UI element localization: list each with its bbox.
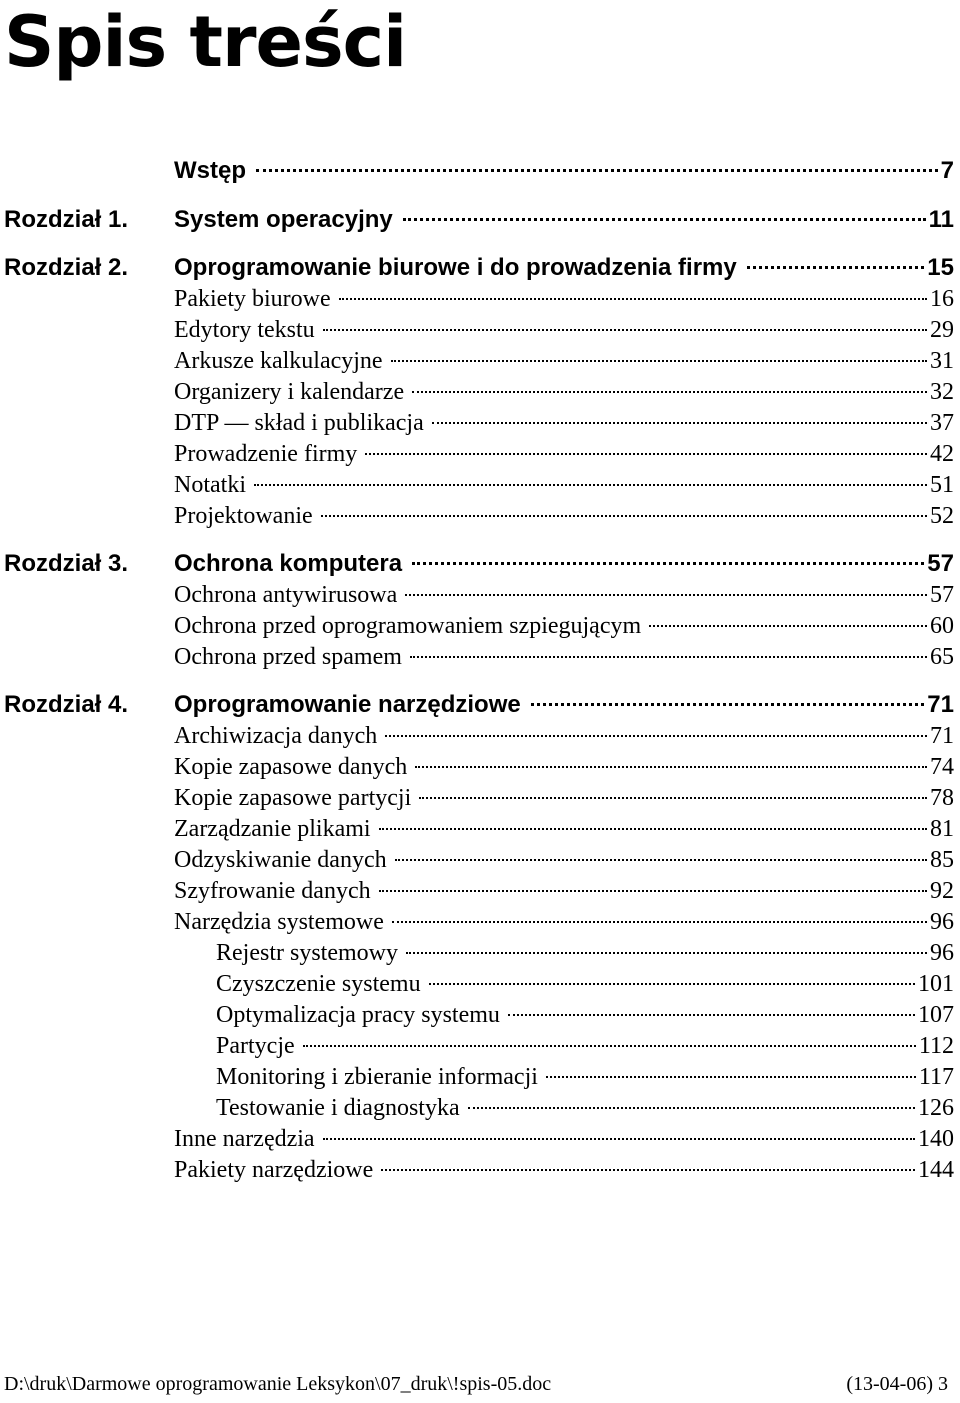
toc-entry-title: DTP — skład i publikacja (174, 410, 424, 436)
dot-leader (254, 484, 927, 486)
toc-page-number: 112 (918, 1033, 954, 1059)
toc-page-number: 31 (930, 348, 954, 374)
toc-page-number: 57 (927, 550, 954, 577)
chapter-label: Rozdział 1. (4, 206, 129, 233)
toc-page-number: 101 (918, 971, 954, 997)
toc-entry[interactable] (174, 548, 954, 580)
toc-entry-title: Czyszczenie systemu (216, 971, 421, 997)
dot-leader (468, 1107, 915, 1109)
toc-entry-title: Ochrona antywirusowa (174, 582, 398, 608)
toc-entry-title: Ochrona przed oprogramowaniem szpiegującym (174, 613, 642, 639)
toc-entry[interactable] (174, 1155, 954, 1186)
toc-page-number: 7 (940, 157, 954, 184)
toc-entry[interactable] (216, 1031, 954, 1062)
chapter-label: Rozdział 2. (4, 254, 129, 281)
toc-entry[interactable] (174, 689, 954, 721)
toc-row (0, 1124, 960, 1155)
toc-row (0, 752, 960, 783)
dot-leader (303, 1045, 916, 1047)
toc-page-number: 126 (918, 1095, 954, 1121)
toc-page-number: 15 (927, 254, 954, 281)
toc-row (0, 907, 960, 938)
toc-entry-title: Ochrona komputera (174, 550, 403, 577)
toc-page-number: 107 (918, 1002, 954, 1028)
dot-leader (405, 594, 927, 596)
toc-page-number: 71 (930, 723, 954, 749)
toc-row (0, 969, 960, 1000)
toc-page-number: 74 (930, 754, 954, 780)
dot-leader (747, 266, 925, 269)
dot-leader (379, 890, 927, 892)
toc-row (0, 876, 960, 907)
toc-page-number: 37 (930, 410, 954, 436)
toc-row (0, 814, 960, 845)
toc-page-number: 65 (930, 644, 954, 670)
toc-entry-title: Notatki (174, 472, 246, 498)
toc-row (0, 673, 960, 721)
toc-entry[interactable] (174, 845, 954, 876)
dot-leader (649, 625, 927, 627)
toc-entry[interactable] (174, 439, 954, 470)
toc-row (0, 1093, 960, 1124)
dot-leader (323, 1138, 915, 1140)
page-title: Spis treści (4, 1, 407, 83)
dot-leader (410, 656, 927, 658)
toc-page-number: 16 (930, 286, 954, 312)
dot-leader (412, 562, 924, 565)
toc-entry[interactable] (174, 611, 954, 642)
footer-file-path: D:\druk\Darmowe oprogramowanie Leksykon\07_druk\!spis-05.doc (4, 1373, 552, 1395)
toc-row (0, 845, 960, 876)
toc-entry-title: Oprogramowanie narzędziowe (174, 691, 521, 718)
table-of-contents (0, 155, 960, 1186)
toc-entry[interactable] (216, 969, 954, 1000)
toc-entry[interactable] (174, 721, 954, 752)
toc-entry[interactable] (216, 1093, 954, 1124)
toc-entry-title: Partycje (216, 1033, 295, 1059)
toc-page-number: 60 (930, 613, 954, 639)
toc-row (0, 155, 960, 188)
dot-leader (395, 859, 927, 861)
toc-row (0, 1062, 960, 1093)
toc-entry-title: Organizery i kalendarze (174, 379, 405, 405)
chapter-label: Rozdział 4. (4, 691, 129, 718)
toc-entry[interactable] (174, 642, 954, 673)
toc-entry-title: Narzędzia systemowe (174, 909, 384, 935)
dot-leader (365, 453, 927, 455)
toc-row (0, 938, 960, 969)
dot-leader (392, 921, 927, 923)
toc-entry[interactable] (174, 876, 954, 907)
dot-leader (381, 1169, 915, 1171)
toc-page-number: 144 (918, 1157, 954, 1183)
toc-page-number: 140 (918, 1126, 954, 1152)
toc-entry-title: Prowadzenie firmy (174, 441, 358, 467)
toc-row (0, 188, 960, 236)
toc-entry-title: Wstęp (174, 157, 246, 184)
toc-page-number: 32 (930, 379, 954, 405)
dot-leader (412, 391, 927, 393)
dot-leader (379, 828, 927, 830)
toc-page-number: 85 (930, 847, 954, 873)
toc-row (0, 1000, 960, 1031)
toc-row (0, 439, 960, 470)
dot-leader (256, 169, 938, 172)
toc-entry[interactable] (174, 470, 954, 501)
toc-page-number: 81 (930, 816, 954, 842)
toc-entry[interactable] (174, 284, 954, 315)
toc-entry-title: Archiwizacja danych (174, 723, 378, 749)
toc-entry-title: Zarządzanie plikami (174, 816, 371, 842)
dot-leader (391, 360, 927, 362)
toc-entry-title: System operacyjny (174, 206, 393, 233)
dot-leader (385, 735, 927, 737)
dot-leader (531, 703, 925, 706)
toc-row (0, 346, 960, 377)
toc-entry-title: Pakiety narzędziowe (174, 1157, 374, 1183)
dot-leader (406, 952, 927, 954)
toc-page-number: 11 (928, 206, 954, 233)
toc-entry-title: Projektowanie (174, 503, 313, 529)
toc-row (0, 1155, 960, 1186)
toc-page-number: 117 (918, 1064, 954, 1090)
toc-entry-title: Rejestr systemowy (216, 940, 398, 966)
toc-page-number: 42 (930, 441, 954, 467)
toc-entry-title: Kopie zapasowe partycji (174, 785, 412, 811)
toc-entry[interactable] (174, 1124, 954, 1155)
dot-leader (508, 1014, 915, 1016)
toc-entry[interactable] (174, 408, 954, 439)
toc-row (0, 783, 960, 814)
toc-entry[interactable] (174, 814, 954, 845)
toc-entry-title: Szyfrowanie danych (174, 878, 371, 904)
toc-entry[interactable] (174, 783, 954, 814)
toc-entry-title: Pakiety biurowe (174, 286, 331, 312)
toc-entry-title: Kopie zapasowe danych (174, 754, 408, 780)
toc-entry-title: Optymalizacja pracy systemu (216, 1002, 500, 1028)
toc-row (0, 377, 960, 408)
toc-entry[interactable] (216, 938, 954, 969)
toc-row (0, 532, 960, 580)
toc-entry-title: Odzyskiwanie danych (174, 847, 387, 873)
toc-row (0, 236, 960, 284)
toc-entry-title: Arkusze kalkulacyjne (174, 348, 383, 374)
dot-leader (321, 515, 927, 517)
toc-page-number: 92 (930, 878, 954, 904)
toc-entry[interactable] (174, 580, 954, 611)
toc-row (0, 501, 960, 532)
toc-entry[interactable] (174, 346, 954, 377)
toc-entry[interactable] (174, 377, 954, 408)
page-footer (4, 1373, 948, 1396)
toc-row (0, 315, 960, 346)
dot-leader (415, 766, 927, 768)
chapter-label: Rozdział 3. (4, 550, 129, 577)
toc-row (0, 470, 960, 501)
dot-leader (339, 298, 927, 300)
toc-page-number: 96 (930, 909, 954, 935)
toc-entry[interactable] (174, 907, 954, 938)
toc-entry-title: Oprogramowanie biurowe i do prowadzenia firmy (174, 254, 737, 281)
toc-entry-title: Edytory tekstu (174, 317, 315, 343)
toc-row (0, 408, 960, 439)
toc-page-number: 51 (930, 472, 954, 498)
toc-entry[interactable] (174, 752, 954, 783)
toc-entry[interactable] (174, 252, 954, 284)
toc-entry-title: Ochrona przed spamem (174, 644, 402, 670)
toc-row (0, 642, 960, 673)
toc-entry[interactable] (216, 1000, 954, 1031)
toc-row (0, 721, 960, 752)
toc-entry[interactable] (174, 155, 954, 187)
toc-entry[interactable] (174, 501, 954, 532)
toc-entry-title: Inne narzędzia (174, 1126, 315, 1152)
toc-page-number: 52 (930, 503, 954, 529)
dot-leader (432, 422, 927, 424)
dot-leader (546, 1076, 916, 1078)
dot-leader (429, 983, 915, 985)
toc-entry[interactable] (174, 315, 954, 346)
toc-entry[interactable] (174, 204, 954, 236)
toc-entry[interactable] (216, 1062, 954, 1093)
toc-page-number: 29 (930, 317, 954, 343)
toc-page-number: 78 (930, 785, 954, 811)
toc-row (0, 580, 960, 611)
toc-row (0, 611, 960, 642)
footer-date-page: (13-04-06) 3 (846, 1373, 948, 1395)
toc-row (0, 284, 960, 315)
toc-entry-title: Testowanie i diagnostyka (216, 1095, 460, 1121)
toc-page-number: 96 (930, 940, 954, 966)
dot-leader (419, 797, 927, 799)
dot-leader (403, 218, 926, 221)
dot-leader (323, 329, 927, 331)
toc-entry-title: Monitoring i zbieranie informacji (216, 1064, 538, 1090)
toc-page-number: 71 (927, 691, 954, 718)
toc-row (0, 1031, 960, 1062)
toc-page-number: 57 (930, 582, 954, 608)
